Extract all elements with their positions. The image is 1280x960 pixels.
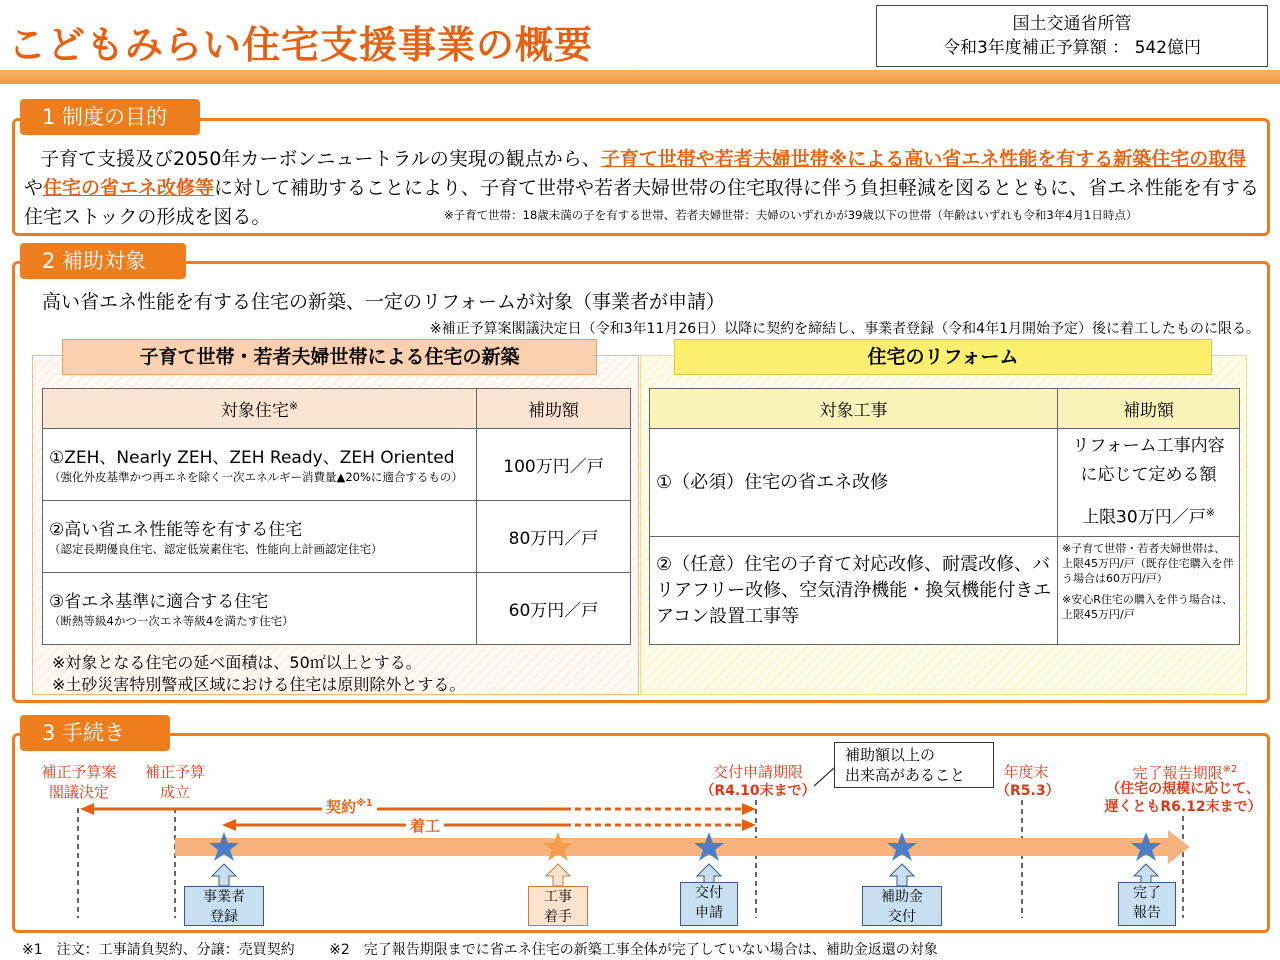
section-target-tab: 2 補助対象 <box>20 243 186 279</box>
star-icon <box>543 832 573 861</box>
construction-label: 着工 <box>406 815 444 836</box>
label-apply-deadline-date: （R4.10末まで） <box>700 783 816 799</box>
table-row: ①ZEH、Nearly ZEH、ZEH Ready、ZEH Oriented （強化外皮基準かつ再エネを除く一次エネルギー消費量▲20%に適合するもの） 100万円／戸 <box>43 429 631 501</box>
budget-label: 令和3年度補正予算額 ： 542億円 <box>942 38 1202 58</box>
reform-amount-value: リフォーム工事内容 に応じて定める額 上限30万円／戸※ <box>1058 429 1240 537</box>
label-apply-deadline: 交付申請期限 <box>712 763 803 781</box>
step-business-registration: 事業者 登録 <box>184 886 264 926</box>
star-icon <box>209 832 239 861</box>
footnote-2: ※2 完了報告期限までに省エネ住宅の新築工事全体が完了していない場合は、補助金返還の対象 <box>329 942 938 958</box>
new-build-notes: ※対象となる住宅の延べ面積は、50㎡以上とする。 ※土砂災害特別警戒区域における住宅は原則除外とする。 <box>52 653 466 694</box>
purpose-highlight-reform: 住宅の省エネ改修等 <box>43 177 215 199</box>
section-procedure-tab: 3 手続き <box>20 715 170 751</box>
step-subsidy-payment: 補助金 交付 <box>862 886 942 926</box>
step-construction-start: 工事 着手 <box>528 886 588 926</box>
label-cabinet-decision: 補正予算案 閣議決定 <box>41 763 117 801</box>
contract-label: 契約$^{※1}$ <box>322 796 377 817</box>
amount-value: 80万円／戸 <box>477 501 631 573</box>
reform-amount-notes: ※子育て世帯・若者夫婦世帯は、上限45万円/戸（既存住宅購入を伴う場合は60万円/戸） ※安心R住宅の購入を伴う場合は、上限45万円/戸 <box>1058 537 1240 645</box>
footnote-1: ※1 注文：工事請負契約、分譲：売買契約 <box>22 942 295 958</box>
label-budget-passed: 補正予算 成立 <box>144 763 205 801</box>
label-report-deadline: 完了報告期限$^{※2}$ <box>1132 764 1238 782</box>
step-grant-application: 交付 申請 <box>680 882 738 926</box>
target-lead: 高い省エネ性能を有する住宅の新築、一定のリフォームが対象（事業者が申請） <box>42 291 726 313</box>
table-row: ③省エネ基準に適合する住宅 （断熱等級4かつ一次エネ等級4を満たす住宅） 60万円／戸 <box>43 573 631 645</box>
amount-value: 100万円／戸 <box>477 429 631 501</box>
col-reform-amount: 補助額 <box>1058 389 1240 429</box>
purpose-text-b: や <box>24 177 44 199</box>
table-row: ①（必須）住宅の省エネ改修 リフォーム工事内容 に応じて定める額 上限30万円／戸※ <box>650 429 1240 537</box>
col-target-housing: 対象住宅※ <box>43 389 477 429</box>
label-fiscal-year-end-date: （R5.3） <box>996 783 1060 799</box>
col-subsidy-amount: 補助額 <box>477 389 631 429</box>
star-icon <box>694 832 724 861</box>
ministry-label: 国土交通省所管 <box>1012 14 1132 34</box>
callout-progress-condition: 補助額以上の 出来高があること <box>834 742 994 788</box>
reform-heading: 住宅のリフォーム <box>674 339 1212 375</box>
step-completion-report: 完了 報告 <box>1118 882 1176 926</box>
table-row: ②（任意）住宅の子育て対応改修、耐震改修、バリアフリー改修、空気清浄機能・換気機能付きエアコン設置工事等 ※子育て世帯・若者夫婦世帯は、上限45万円/戸（既存住宅購入を伴う場合は60万円/戸） ※安心R住宅の購入を伴う場合は、上限45万円/戸 <box>650 537 1240 645</box>
page-title: こどもみらい住宅支援事業の概要 <box>8 23 594 67</box>
purpose-footnote: ※子育て世帯：18歳未満の子を有する世帯、若者夫婦世帯：夫婦のいずれかが39歳以下の世帯（年齢はいずれも令和3年4月1日時点） <box>444 208 1138 222</box>
timeline-bar <box>175 830 1190 864</box>
purpose-highlight-new-build: 子育て世帯や若者夫婦世帯※による高い省エネ性能を有する新築住宅の取得 <box>600 148 1247 170</box>
new-build-heading: 子育て世帯・若者夫婦世帯による住宅の新築 <box>62 339 597 375</box>
amount-value: 60万円／戸 <box>477 573 631 645</box>
star-icon <box>1131 832 1161 861</box>
label-fiscal-year-end: 年度末 <box>1003 763 1049 781</box>
section-purpose-tab: 1 制度の目的 <box>20 99 200 135</box>
purpose-text-a: 子育て支援及び2050年カーボンニュートラルの実現の観点から、 <box>40 148 601 170</box>
table-row: ②高い省エネ性能等を有する住宅 （認定長期優良住宅、認定低炭素住宅、性能向上計画認定住宅） 80万円／戸 <box>43 501 631 573</box>
footnotes <box>22 939 968 959</box>
target-note: ※補正予算案閣議決定日（令和3年11月26日）以降に契約を締結し、事業者登録（令和4年1月開始予定）後に着工したものに限る。 <box>429 321 1260 337</box>
label-report-deadline-detail: （住宅の規模に応じて、 遅くともR6.12末まで） <box>1104 781 1262 815</box>
star-icon <box>887 832 917 861</box>
purpose-text-c: に対して補助することにより、子育て世帯や若者夫婦世帯の住宅取得に伴う負担軽減を図るとともに、省エネ性能を有する住宅ストックの形成を図る。 <box>24 177 1260 228</box>
col-target-work: 対象工事 <box>650 389 1058 429</box>
